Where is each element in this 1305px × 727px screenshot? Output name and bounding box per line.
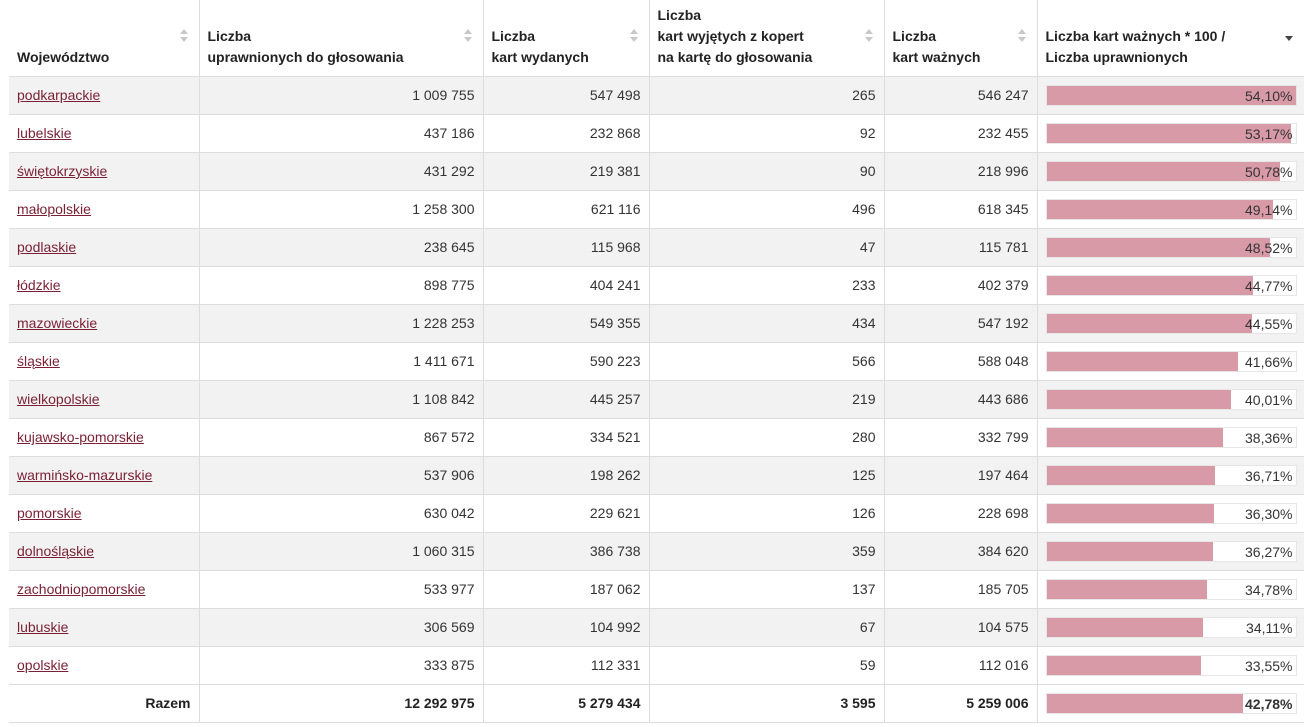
ratio-value: 36,27% xyxy=(1245,543,1293,560)
region-cell xyxy=(9,266,199,304)
region-link[interactable]: podlaskie xyxy=(17,239,77,255)
ratio-bar xyxy=(1046,351,1297,372)
total-label: Razem xyxy=(9,684,199,722)
sort-up-arrow-icon xyxy=(1018,29,1026,34)
eligible-cell: 1 228 253 xyxy=(199,304,483,342)
total-ratio-fill xyxy=(1047,694,1244,713)
ratio-cell xyxy=(1037,304,1304,342)
ratio-value: 48,52% xyxy=(1245,239,1293,256)
eligible-cell: 238 645 xyxy=(199,228,483,266)
issued-cell: 445 257 xyxy=(483,380,649,418)
valid-cell: 547 192 xyxy=(884,304,1037,342)
ratio-cell xyxy=(1037,456,1304,494)
ratio-bar xyxy=(1046,237,1297,258)
ratio-value: 34,78% xyxy=(1245,581,1293,598)
ratio-bar xyxy=(1046,123,1297,144)
sort-desc-icon[interactable] xyxy=(1285,29,1295,45)
ratio-value: 50,78% xyxy=(1245,163,1293,180)
envelopes-cell: 566 xyxy=(649,342,884,380)
valid-cell: 588 048 xyxy=(884,342,1037,380)
sort-down-arrow-icon xyxy=(865,37,873,42)
valid-cell: 618 345 xyxy=(884,190,1037,228)
region-cell xyxy=(9,114,199,152)
eligible-cell: 431 292 xyxy=(199,152,483,190)
ratio-value: 41,66% xyxy=(1245,353,1293,370)
region-link[interactable]: lubelskie xyxy=(17,125,72,141)
ratio-cell xyxy=(1037,342,1304,380)
sort-up-arrow-icon xyxy=(180,29,188,34)
region-link[interactable]: podkarpackie xyxy=(17,87,101,103)
region-link[interactable]: wielkopolskie xyxy=(17,391,100,407)
region-link[interactable]: dolnośląskie xyxy=(17,543,95,559)
issued-cell: 621 116 xyxy=(483,190,649,228)
ratio-bar-fill xyxy=(1047,352,1239,371)
ratio-bar xyxy=(1046,503,1297,524)
sort-up-arrow-icon xyxy=(865,29,873,34)
envelopes-cell: 265 xyxy=(649,76,884,114)
sort-icon[interactable] xyxy=(464,29,474,45)
eligible-cell: 1 009 755 xyxy=(199,76,483,114)
envelopes-cell: 359 xyxy=(649,532,884,570)
ratio-cell xyxy=(1037,76,1304,114)
envelopes-cell: 137 xyxy=(649,570,884,608)
table-row xyxy=(9,190,1304,228)
ratio-bar xyxy=(1046,617,1297,638)
table-row xyxy=(9,456,1304,494)
issued-cell: 112 331 xyxy=(483,646,649,684)
table-row xyxy=(9,114,1304,152)
table-row xyxy=(9,342,1304,380)
ratio-bar-fill xyxy=(1047,580,1207,599)
header-wojewodztwo[interactable] xyxy=(9,0,199,76)
total-ratio-value: 42,78% xyxy=(1245,695,1293,712)
envelopes-cell: 434 xyxy=(649,304,884,342)
table-row xyxy=(9,304,1304,342)
envelopes-cell: 233 xyxy=(649,266,884,304)
total-issued: 5 279 434 xyxy=(483,684,649,722)
ratio-bar-fill xyxy=(1047,276,1253,295)
envelopes-cell: 92 xyxy=(649,114,884,152)
issued-cell: 219 381 xyxy=(483,152,649,190)
ratio-cell xyxy=(1037,266,1304,304)
eligible-cell: 306 569 xyxy=(199,608,483,646)
issued-cell: 229 621 xyxy=(483,494,649,532)
region-cell xyxy=(9,494,199,532)
valid-cell: 115 781 xyxy=(884,228,1037,266)
region-link[interactable]: zachodniopomorskie xyxy=(17,581,146,597)
issued-cell: 549 355 xyxy=(483,304,649,342)
table-row xyxy=(9,532,1304,570)
table-row xyxy=(9,380,1304,418)
ratio-value: 49,14% xyxy=(1245,201,1293,218)
ratio-bar xyxy=(1046,427,1297,448)
envelopes-cell: 126 xyxy=(649,494,884,532)
eligible-cell: 898 775 xyxy=(199,266,483,304)
region-cell xyxy=(9,304,199,342)
sort-icon[interactable] xyxy=(180,29,190,45)
ratio-bar xyxy=(1046,313,1297,334)
envelopes-cell: 125 xyxy=(649,456,884,494)
eligible-cell: 1 060 315 xyxy=(199,532,483,570)
total-eligible: 12 292 975 xyxy=(199,684,483,722)
table-row xyxy=(9,418,1304,456)
ratio-bar-fill xyxy=(1047,200,1273,219)
header-uprawnionych[interactable] xyxy=(199,0,483,76)
valid-cell: 218 996 xyxy=(884,152,1037,190)
header-label-line: na kartę do głosowania xyxy=(657,48,813,65)
ratio-cell xyxy=(1037,646,1304,684)
region-cell xyxy=(9,570,199,608)
ratio-bar xyxy=(1046,161,1297,182)
ratio-bar xyxy=(1046,199,1297,220)
eligible-cell: 537 906 xyxy=(199,456,483,494)
region-cell xyxy=(9,342,199,380)
table-row xyxy=(9,266,1304,304)
ratio-cell xyxy=(1037,380,1304,418)
total-envelopes: 3 595 xyxy=(649,684,884,722)
header-label-line: Liczba xyxy=(491,27,536,44)
header-kart-wydanych[interactable] xyxy=(483,0,649,76)
issued-cell: 198 262 xyxy=(483,456,649,494)
region-link[interactable]: opolskie xyxy=(17,657,69,673)
issued-cell: 232 868 xyxy=(483,114,649,152)
valid-cell: 197 464 xyxy=(884,456,1037,494)
ratio-cell xyxy=(1037,114,1304,152)
ratio-bar-fill xyxy=(1047,466,1216,485)
total-valid: 5 259 006 xyxy=(884,684,1037,722)
ratio-bar xyxy=(1046,465,1297,486)
sort-icon[interactable] xyxy=(1018,29,1028,45)
valid-cell: 402 379 xyxy=(884,266,1037,304)
ratio-value: 54,10% xyxy=(1245,87,1293,104)
sort-up-arrow-icon xyxy=(630,29,638,34)
total-ratio-bar xyxy=(1046,693,1297,714)
ratio-value: 44,55% xyxy=(1245,315,1293,332)
table-row xyxy=(9,152,1304,190)
eligible-cell: 867 572 xyxy=(199,418,483,456)
ratio-bar xyxy=(1046,275,1297,296)
envelopes-cell: 496 xyxy=(649,190,884,228)
region-link[interactable]: łódzkie xyxy=(17,277,61,293)
table-body xyxy=(9,76,1304,684)
valid-cell: 332 799 xyxy=(884,418,1037,456)
header-label-line: Liczba xyxy=(657,6,702,23)
table-row xyxy=(9,228,1304,266)
ratio-bar xyxy=(1046,389,1297,410)
envelopes-cell: 280 xyxy=(649,418,884,456)
region-cell xyxy=(9,380,199,418)
ratio-value: 44,77% xyxy=(1245,277,1293,294)
ratio-cell xyxy=(1037,608,1304,646)
eligible-cell: 437 186 xyxy=(199,114,483,152)
ratio-value: 40,01% xyxy=(1245,391,1293,408)
valid-cell: 185 705 xyxy=(884,570,1037,608)
header-label-line: kart wydanych xyxy=(491,48,589,65)
sort-down-arrow-icon xyxy=(464,37,472,42)
header-label-line: Liczba uprawnionych xyxy=(1045,48,1188,65)
eligible-cell: 1 108 842 xyxy=(199,380,483,418)
valid-cell: 384 620 xyxy=(884,532,1037,570)
region-cell xyxy=(9,418,199,456)
issued-cell: 404 241 xyxy=(483,266,649,304)
region-link[interactable]: kujawsko-pomorskie xyxy=(17,429,144,445)
envelopes-cell: 90 xyxy=(649,152,884,190)
header-label-line: Liczba xyxy=(892,27,937,44)
header-kart-wyjetych[interactable] xyxy=(649,0,884,76)
envelopes-cell: 47 xyxy=(649,228,884,266)
table-row xyxy=(9,570,1304,608)
issued-cell: 104 992 xyxy=(483,608,649,646)
total-ratio-cell xyxy=(1037,684,1304,722)
ratio-bar xyxy=(1046,541,1297,562)
ratio-bar-fill xyxy=(1047,504,1214,523)
envelopes-cell: 67 xyxy=(649,608,884,646)
header-row xyxy=(9,0,1304,76)
eligible-cell: 1 411 671 xyxy=(199,342,483,380)
region-cell xyxy=(9,152,199,190)
issued-cell: 115 968 xyxy=(483,228,649,266)
ratio-cell xyxy=(1037,418,1304,456)
valid-cell: 228 698 xyxy=(884,494,1037,532)
valid-cell: 443 686 xyxy=(884,380,1037,418)
ratio-cell xyxy=(1037,494,1304,532)
valid-cell: 104 575 xyxy=(884,608,1037,646)
region-cell xyxy=(9,608,199,646)
eligible-cell: 333 875 xyxy=(199,646,483,684)
ratio-bar-fill xyxy=(1047,618,1204,637)
eligible-cell: 533 977 xyxy=(199,570,483,608)
envelopes-cell: 219 xyxy=(649,380,884,418)
ratio-cell xyxy=(1037,228,1304,266)
table-row xyxy=(9,646,1304,684)
table-row xyxy=(9,76,1304,114)
region-cell xyxy=(9,532,199,570)
ratio-bar xyxy=(1046,655,1297,676)
ratio-bar xyxy=(1046,579,1297,600)
ratio-bar-fill xyxy=(1047,656,1201,675)
region-cell xyxy=(9,228,199,266)
ratio-bar-fill xyxy=(1047,428,1224,447)
region-cell xyxy=(9,456,199,494)
header-kart-waznych[interactable] xyxy=(884,0,1037,76)
header-label-line: kart ważnych xyxy=(892,48,981,65)
ratio-value: 36,30% xyxy=(1245,505,1293,522)
header-label-line: Województwo xyxy=(17,48,110,65)
ratio-bar-fill xyxy=(1047,238,1270,257)
region-cell xyxy=(9,76,199,114)
region-link[interactable]: pomorskie xyxy=(17,505,82,521)
ratio-value: 33,55% xyxy=(1245,657,1293,674)
issued-cell: 386 738 xyxy=(483,532,649,570)
sort-icon[interactable] xyxy=(630,29,640,45)
ratio-value: 53,17% xyxy=(1245,125,1293,142)
ratio-cell xyxy=(1037,532,1304,570)
region-link[interactable]: świętokrzyskie xyxy=(17,163,108,179)
region-cell xyxy=(9,190,199,228)
ratio-value: 38,36% xyxy=(1245,429,1293,446)
issued-cell: 334 521 xyxy=(483,418,649,456)
region-link[interactable]: warmińsko-mazurskie xyxy=(17,467,153,483)
sort-down-arrow-icon xyxy=(1285,36,1293,41)
region-cell xyxy=(9,646,199,684)
issued-cell: 187 062 xyxy=(483,570,649,608)
envelopes-cell: 59 xyxy=(649,646,884,684)
issued-cell: 547 498 xyxy=(483,76,649,114)
eligible-cell: 630 042 xyxy=(199,494,483,532)
issued-cell: 590 223 xyxy=(483,342,649,380)
results-table xyxy=(9,0,1304,723)
ratio-value: 34,11% xyxy=(1246,619,1293,636)
valid-cell: 112 016 xyxy=(884,646,1037,684)
header-label-line: uprawnionych do głosowania xyxy=(207,48,404,65)
region-link[interactable]: mazowieckie xyxy=(17,315,98,331)
header-label-line: Liczba kart ważnych * 100 / xyxy=(1045,27,1226,44)
header-ratio[interactable] xyxy=(1037,0,1304,76)
ratio-bar-fill xyxy=(1047,542,1214,561)
ratio-cell xyxy=(1037,190,1304,228)
sort-up-arrow-icon xyxy=(464,29,472,34)
header-label-line: Liczba xyxy=(207,27,252,44)
region-link[interactable]: lubuskie xyxy=(17,619,69,635)
valid-cell: 546 247 xyxy=(884,76,1037,114)
sort-down-arrow-icon xyxy=(1018,37,1026,42)
valid-cell: 232 455 xyxy=(884,114,1037,152)
sort-down-arrow-icon xyxy=(630,37,638,42)
total-row xyxy=(9,684,1304,722)
results-table-container xyxy=(9,0,1304,723)
ratio-bar xyxy=(1046,85,1297,106)
ratio-bar-fill xyxy=(1047,390,1231,409)
eligible-cell: 1 258 300 xyxy=(199,190,483,228)
ratio-cell xyxy=(1037,570,1304,608)
table-row xyxy=(9,608,1304,646)
header-label-line: kart wyjętych z kopert xyxy=(657,27,804,44)
sort-icon[interactable] xyxy=(865,29,875,45)
ratio-bar-fill xyxy=(1047,314,1252,333)
region-link[interactable]: małopolskie xyxy=(17,201,91,217)
ratio-cell xyxy=(1037,152,1304,190)
ratio-value: 36,71% xyxy=(1245,467,1293,484)
region-link[interactable]: śląskie xyxy=(17,353,60,369)
sort-down-arrow-icon xyxy=(180,37,188,42)
table-row xyxy=(9,494,1304,532)
